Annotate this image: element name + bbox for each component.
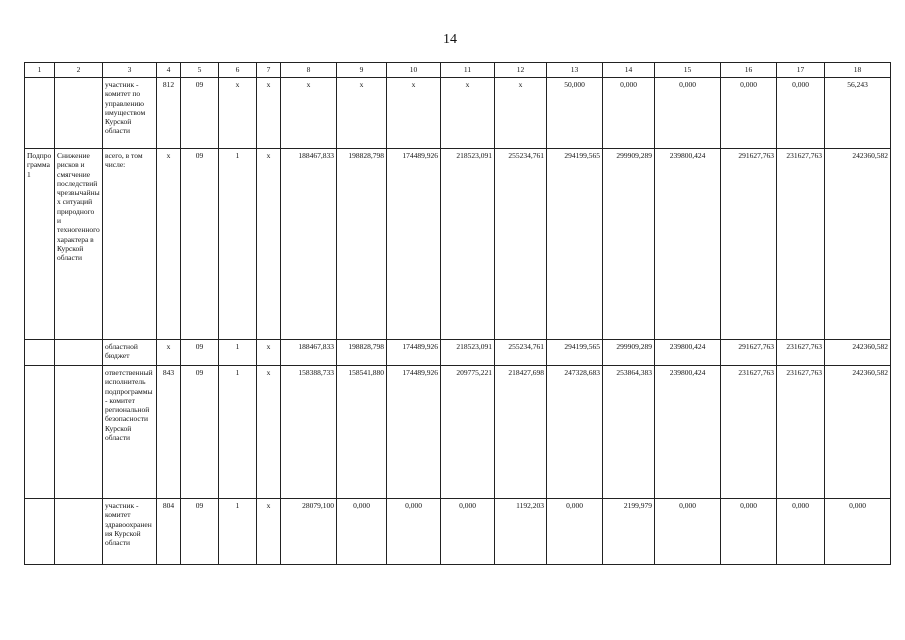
header-cell: 12 (495, 63, 547, 78)
value-cell: 239800,424 (655, 149, 721, 340)
code-cell: 09 (181, 340, 219, 366)
value-cell: x (387, 78, 441, 149)
code-cell: x (157, 149, 181, 340)
value-cell: 231627,763 (777, 366, 825, 499)
value-cell: x (337, 78, 387, 149)
subprogram-title: Снижение рисков и смягчение последствий чрезвычайных ситуаций природного и техногенного характера в Курской области (55, 149, 103, 340)
code-cell: 843 (157, 366, 181, 499)
executor-cell: участник - комитет здравоохранения Курской области (103, 499, 157, 565)
code-cell: 09 (181, 149, 219, 340)
table-row (25, 149, 891, 340)
header-cell: 3 (103, 63, 157, 78)
code-cell: 1 (219, 149, 257, 340)
page-number: 14 (443, 32, 457, 47)
code-cell: x (257, 499, 281, 565)
value-cell: 239800,424 (655, 366, 721, 499)
empty-cell (25, 366, 55, 499)
header-cell: 7 (257, 63, 281, 78)
budget-table (24, 62, 891, 565)
header-cell: 8 (281, 63, 337, 78)
value-cell: 255234,761 (495, 340, 547, 366)
code-cell: 1 (219, 499, 257, 565)
value-cell: 239800,424 (655, 340, 721, 366)
code-cell: x (257, 78, 281, 149)
code-cell: 09 (181, 366, 219, 499)
header-cell: 2 (55, 63, 103, 78)
value-cell: 174489,926 (387, 366, 441, 499)
value-cell: 299909,289 (603, 340, 655, 366)
value-cell: 0,000 (721, 78, 777, 149)
value-cell: 0,000 (777, 499, 825, 565)
header-cell: 9 (337, 63, 387, 78)
value-cell: x (495, 78, 547, 149)
value-cell: 209775,221 (441, 366, 495, 499)
value-cell: 0,000 (337, 499, 387, 565)
value-cell: 253864,383 (603, 366, 655, 499)
value-cell: x (441, 78, 495, 149)
code-cell: x (257, 366, 281, 499)
value-cell: 1192,203 (495, 499, 547, 565)
code-cell: 1 (219, 340, 257, 366)
table-row (25, 78, 891, 149)
value-cell: 0,000 (655, 78, 721, 149)
value-cell: 294199,565 (547, 340, 603, 366)
code-cell: 804 (157, 499, 181, 565)
value-cell: 242360,582 (825, 340, 891, 366)
header-row (25, 63, 891, 78)
header-cell: 4 (157, 63, 181, 78)
value-cell: 174489,926 (387, 340, 441, 366)
value-cell: 0,000 (603, 78, 655, 149)
value-cell: 2199,979 (603, 499, 655, 565)
executor-cell: участник - комитет по управлению имуществом Курской области (103, 78, 157, 149)
header-cell: 17 (777, 63, 825, 78)
value-cell: 188467,833 (281, 149, 337, 340)
value-cell: 291627,763 (721, 149, 777, 340)
value-cell: 198828,798 (337, 149, 387, 340)
value-cell: 0,000 (777, 78, 825, 149)
value-cell: 242360,582 (825, 149, 891, 340)
empty-cell (25, 499, 55, 565)
value-cell: 158541,880 (337, 366, 387, 499)
code-cell: 1 (219, 366, 257, 499)
header-cell: 10 (387, 63, 441, 78)
executor-cell: всего, в том числе: (103, 149, 157, 340)
empty-cell (55, 340, 103, 366)
value-cell: 158388,733 (281, 366, 337, 499)
value-cell: 231627,763 (777, 149, 825, 340)
value-cell: 299909,289 (603, 149, 655, 340)
code-cell: x (257, 149, 281, 340)
header-cell: 18 (825, 63, 891, 78)
executor-cell: ответственный исполнитель подпрограммы - комитет региональной безопасности Курской области (103, 366, 157, 499)
value-cell: 0,000 (721, 499, 777, 565)
value-cell: 291627,763 (721, 340, 777, 366)
value-cell: 294199,565 (547, 149, 603, 340)
value-cell: 218523,091 (441, 149, 495, 340)
value-cell: 174489,926 (387, 149, 441, 340)
value-cell: 56,243 (825, 78, 891, 149)
value-cell: 247328,683 (547, 366, 603, 499)
code-cell: 09 (181, 499, 219, 565)
value-cell: 0,000 (387, 499, 441, 565)
empty-cell (55, 366, 103, 499)
value-cell: 231627,763 (777, 340, 825, 366)
code-cell: x (219, 78, 257, 149)
code-cell: 09 (181, 78, 219, 149)
value-cell: 0,000 (825, 499, 891, 565)
value-cell: 218427,698 (495, 366, 547, 499)
value-cell: 0,000 (441, 499, 495, 565)
value-cell: 255234,761 (495, 149, 547, 340)
empty-cell (55, 78, 103, 149)
empty-cell (25, 78, 55, 149)
code-cell: x (157, 340, 181, 366)
empty-cell (55, 499, 103, 565)
value-cell: 28079,100 (281, 499, 337, 565)
header-cell: 16 (721, 63, 777, 78)
value-cell: 50,000 (547, 78, 603, 149)
header-cell: 11 (441, 63, 495, 78)
code-cell: 812 (157, 78, 181, 149)
value-cell: x (281, 78, 337, 149)
header-cell: 1 (25, 63, 55, 78)
header-cell: 15 (655, 63, 721, 78)
table-row (25, 340, 891, 366)
value-cell: 0,000 (655, 499, 721, 565)
value-cell: 231627,763 (721, 366, 777, 499)
table-row (25, 366, 891, 499)
header-cell: 6 (219, 63, 257, 78)
value-cell: 0,000 (547, 499, 603, 565)
header-cell: 13 (547, 63, 603, 78)
value-cell: 218523,091 (441, 340, 495, 366)
subprogram-number: Подпрограмма 1 (25, 149, 55, 340)
value-cell: 198828,798 (337, 340, 387, 366)
executor-cell: областной бюджет (103, 340, 157, 366)
code-cell: x (257, 340, 281, 366)
value-cell: 188467,833 (281, 340, 337, 366)
header-cell: 14 (603, 63, 655, 78)
value-cell: 242360,582 (825, 366, 891, 499)
header-cell: 5 (181, 63, 219, 78)
table-row (25, 499, 891, 565)
empty-cell (25, 340, 55, 366)
